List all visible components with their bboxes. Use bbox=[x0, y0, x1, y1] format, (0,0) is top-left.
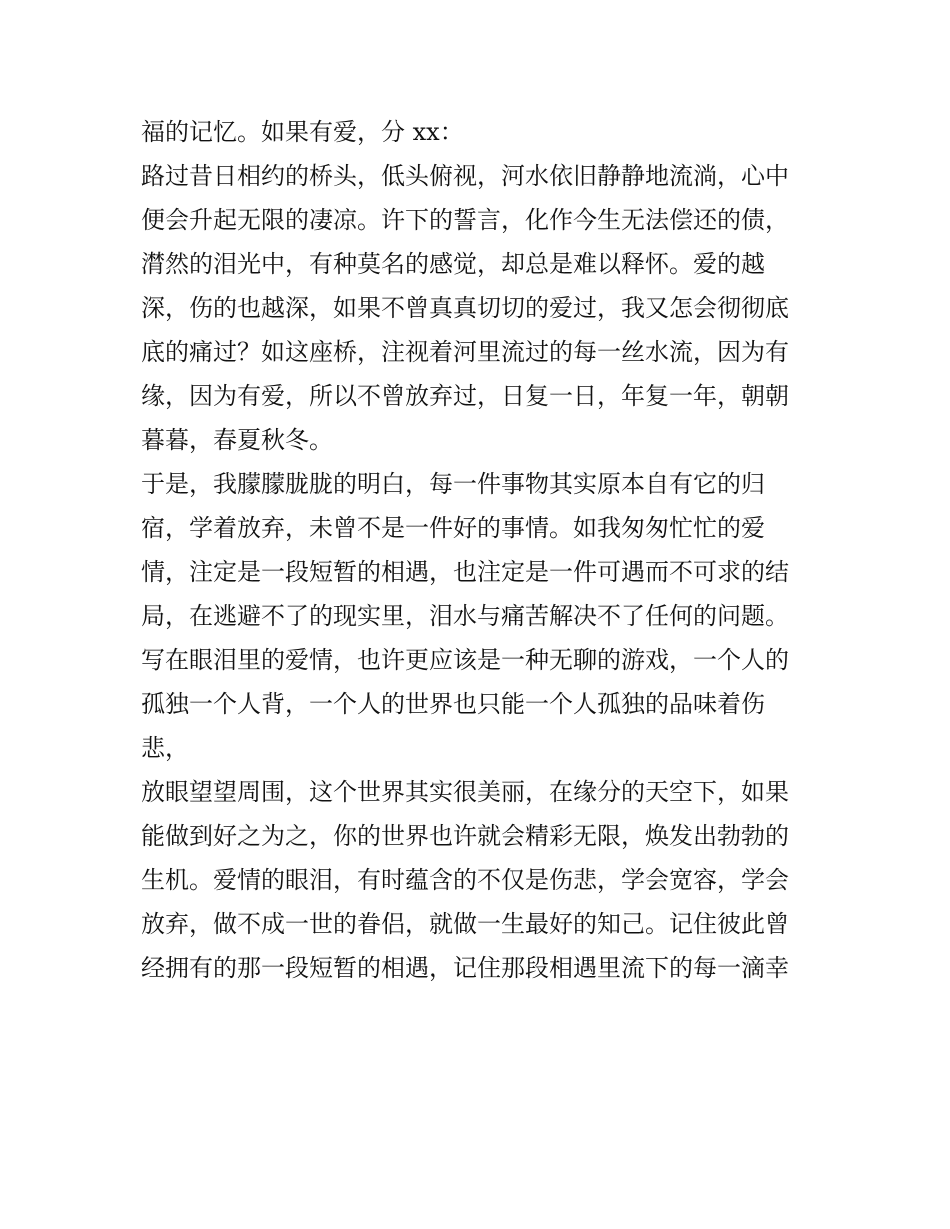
document-body bbox=[141, 110, 821, 990]
text-line: 孤独一个人背，一个人的世界也只能一个人孤独的品味着伤 bbox=[141, 690, 765, 718]
text-line: 缘，因为有爱，所以不曾放弃过，日复一日，年复一年，朝朝 bbox=[141, 382, 789, 410]
text-line: 写在眼泪里的爱情，也许更应该是一种无聊的游戏，一个人的 bbox=[141, 646, 789, 674]
text-line: 经拥有的那一段短暂的相遇，记住那段相遇里流下的每一滴幸 bbox=[141, 954, 789, 982]
text-line: 宿，学着放弃，未曾不是一件好的事情。如我匆匆忙忙的爱 bbox=[141, 514, 765, 542]
text-line: 暮暮，春夏秋冬。 bbox=[141, 426, 333, 454]
text-line: 悲， bbox=[141, 734, 189, 762]
text-line: 放眼望望周围，这个世界其实很美丽，在缘分的天空下，如果 bbox=[141, 778, 789, 806]
text-line: 于是，我朦朦胧胧的明白，每一件事物其实原本自有它的归 bbox=[141, 470, 765, 498]
text-line: 局，在逃避不了的现实里，泪水与痛苦解决不了任何的问题。 bbox=[141, 602, 789, 630]
text-line: 潸然的泪光中，有种莫名的感觉，却总是难以释怀。爱的越 bbox=[141, 250, 765, 278]
text-line: 福的记忆。如果有爱，分 xx： bbox=[141, 118, 464, 146]
text-line: 路过昔日相约的桥头，低头俯视，河水依旧静静地流淌，心中 bbox=[141, 162, 789, 190]
text-line: 能做到好之为之，你的世界也许就会精彩无限，焕发出勃勃的 bbox=[141, 822, 789, 850]
text-line: 生机。爱情的眼泪，有时蕴含的不仅是伤悲，学会宽容，学会 bbox=[141, 866, 789, 894]
text-line: 放弃，做不成一世的眷侣，就做一生最好的知己。记住彼此曾 bbox=[141, 910, 789, 938]
text-line: 情，注定是一段短暂的相遇，也注定是一件可遇而不可求的结 bbox=[141, 558, 789, 586]
text-line: 深，伤的也越深，如果不曾真真切切的爱过，我又怎会彻彻底 bbox=[141, 294, 789, 322]
text-line: 便会升起无限的凄凉。许下的誓言，化作今生无法偿还的债， bbox=[141, 206, 789, 234]
text-line: 底的痛过？如这座桥，注视着河里流过的每一丝水流，因为有 bbox=[141, 338, 789, 366]
